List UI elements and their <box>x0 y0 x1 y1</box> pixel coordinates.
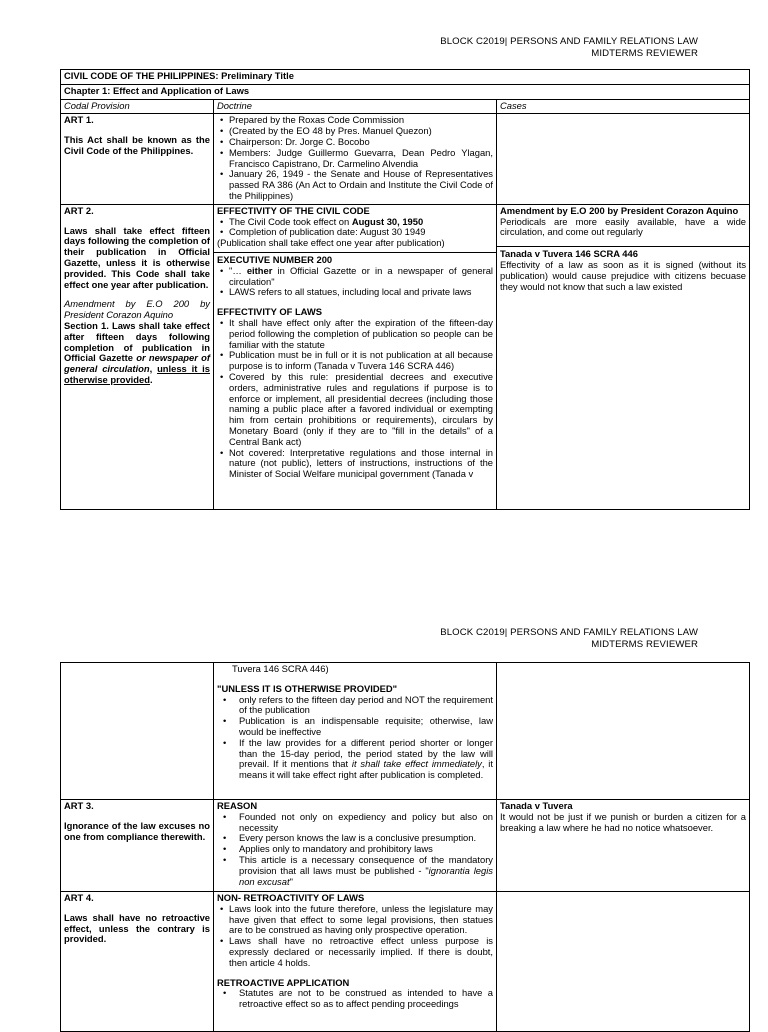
effectivity-civil-code-heading: EFFECTIVITY OF THE CIVIL CODE <box>217 204 370 216</box>
codal-continued <box>61 663 214 800</box>
chapter-title: Chapter 1: Effect and Application of Laws <box>61 84 750 99</box>
reason-b4-latin: ignorantia legis non excusat <box>239 864 493 887</box>
reason-b4-a: This article is a necessary consequence of the mandatory provision that all laws must be published - " <box>239 853 493 876</box>
unless-bullet-list <box>217 695 493 781</box>
cases-art1 <box>497 114 750 204</box>
sec1-main: Section 1. Laws shall take effect after fifteen days following completion of publication in Official Gazette <box>64 319 210 364</box>
list-item: • Laws look into the future therefore, unless the legislature may have given that effect to some legal provisions, then statues are to be construed as having only prospective operation. <box>229 904 493 936</box>
reason-bullet-list <box>217 812 493 888</box>
article-row-art1 <box>61 114 750 204</box>
sec1-comma: , <box>149 363 158 375</box>
retroactive-application-list <box>217 988 493 1010</box>
eo-b1-c: in Official Gazette or in a newspaper of general circulation" <box>229 264 493 287</box>
list-item: • Members: Judge Guillermo Guevarra, Dean Pedro Ylagan, Francisco Capistrano, Dr. Carmelino Alvendia <box>229 148 493 170</box>
art2-text: Laws shall take effect fifteen days following the completion of their publication in Official Gazette, unless it is otherwise provided. This Code shall take effect one year after publication. <box>64 224 210 290</box>
column-header-row <box>61 99 750 114</box>
art2-section1 <box>64 321 210 386</box>
list-item: • Every person knows the law is a conclusive presumption. <box>239 833 493 844</box>
column-header-codal: Codal Provision <box>61 99 214 114</box>
table-title: CIVIL CODE OF THE PHILIPPINES: Preliminary Title <box>61 70 750 85</box>
art4-heading: ART 4. <box>64 892 94 903</box>
codal-table-page-2 <box>60 662 750 1032</box>
reason-heading: REASON <box>217 800 258 811</box>
retroactive-application-heading: RETROACTIVE APPLICATION <box>217 976 350 988</box>
header-title: BLOCK C2019| PERSONS AND FAMILY RELATIONS LAW <box>440 36 698 47</box>
unless-heading: "UNLESS IT IS OTHERWISE PROVIDED" <box>217 682 398 694</box>
header-subtitle-2: MIDTERMS REVIEWER <box>591 638 698 650</box>
sec1-newspaper: or newspaper of general circulation <box>64 352 211 375</box>
continued-citation: Tuvera 146 SCRA 446) <box>232 663 329 674</box>
art3-heading: ART 3. <box>64 800 94 811</box>
case-tanada-heading: Tanada v Tuvera 146 SCRA 446 <box>500 248 638 260</box>
eo200-heading: EXECUTIVE NUMBER 200 <box>217 253 333 265</box>
doctrine-continued <box>214 663 497 800</box>
sec1-period: . <box>149 373 153 385</box>
list-item: • Completion of publication date: August 30 1949 <box>229 227 493 238</box>
doctrine-art4 <box>214 892 497 1032</box>
eff-b1-date: August 30, 1950 <box>351 215 424 227</box>
effectivity-bullet-list <box>217 217 493 239</box>
header-title-2: BLOCK C2019| PERSONS AND FAMILY RELATIONS LAW <box>440 627 698 638</box>
continuation-row <box>61 663 750 800</box>
art1-heading: ART 1. <box>64 114 94 126</box>
reason-b4-c: " <box>289 875 293 887</box>
codal-art2 <box>61 204 214 509</box>
sec1-unless: unless it is otherwise provided <box>64 363 210 385</box>
list-item: • Statutes are not to be construed as intended to have a retroactive effect so as to affect pending proceedings <box>239 988 493 1010</box>
unless-b3-c: , it means it will take effect right after publication is completed. <box>239 758 493 781</box>
article-row-art4 <box>61 892 750 1032</box>
codal-art3 <box>61 800 214 892</box>
list-item: • (Created by the EO 48 by Pres. Manuel Quezon) <box>229 126 493 137</box>
cases-art2 <box>497 204 750 509</box>
cases-art3 <box>497 800 750 892</box>
case-eo200-text: Periodicals are more easily available, have a wide circulation, and come out regularly <box>500 215 747 238</box>
article-row-art3 <box>61 800 750 892</box>
list-item <box>229 266 493 288</box>
codal-table-page-1 <box>60 69 750 510</box>
list-item: • LAWS refers to all statues, including local and private laws <box>229 287 493 298</box>
effectivity-note: (Publication shall take effect one year after publication) <box>217 237 445 249</box>
list-item: • Covered by this rule: presidential decrees and executive orders, administrative rules and regulations if purpose is to enforce or implement, all presidential decrees (including those naming a public place after a favored individual or exempting him from certain prohibitions or requirements), circulars by Monetary Board (only if they are to "fill in the details" of a Central Bank act) <box>229 372 493 448</box>
codal-art4 <box>61 892 214 1032</box>
case-tanada-v-tuvera-text: It would not be just if we punish or burden a citizen for a breaking a law where he had no notice whatsoever. <box>500 810 746 833</box>
list-item: • Publication is an indispensable requisite; otherwise, law would be ineffective <box>239 716 493 738</box>
art1-bullet-list <box>217 115 493 201</box>
title-row <box>61 70 750 85</box>
unless-b3-b: it shall take effect immediately <box>351 758 482 770</box>
list-item <box>239 855 493 887</box>
column-header-cases: Cases <box>497 99 750 114</box>
list-item: • only refers to the fifteen day period and NOT the requirement of the publication <box>239 695 493 717</box>
list-item: • Applies only to mandatory and prohibitory laws <box>239 844 493 855</box>
non-retroactivity-heading: NON- RETROACTIVITY OF LAWS <box>217 892 365 903</box>
header-subtitle: MIDTERMS REVIEWER <box>591 47 698 59</box>
list-item: • Chairperson: Dr. Jorge C. Bocobo <box>229 137 493 148</box>
page-header-2 <box>440 627 698 650</box>
art2-amendment-label: Amendment by E.O 200 by President Corazon Aquino <box>64 298 210 321</box>
page-header <box>440 36 698 59</box>
effectivity-laws-heading: EFFECTIVITY OF LAWS <box>217 306 323 318</box>
non-retroactivity-list <box>217 904 493 969</box>
chapter-row <box>61 84 750 99</box>
list-item: • Founded not only on expediency and policy but also on necessity <box>239 812 493 834</box>
list-item: • Laws shall have no retroactive effect unless purpose is expressly declared or necessarily implied. If there is doubt, then article 4 holds. <box>229 936 493 968</box>
cases-art4 <box>497 892 750 1032</box>
effectivity-laws-list <box>217 318 493 480</box>
list-item: • Publication must be in full or it is not publication at all because purpose is to inform (Tanada v Tuvera 146 SCRA 446) <box>229 350 493 372</box>
case-tanada-text: Effectivity of a law as soon as it is signed (without its publication) would cause prejudice with citizens becuase they would not know that such a law existed <box>500 258 747 292</box>
art1-text: This Act shall be known as the Civil Code of the Philippines. <box>64 134 210 156</box>
eo-b1-either: either <box>246 264 273 276</box>
case-tanada-v-tuvera-heading: Tanada v Tuvera <box>500 800 573 811</box>
list-item: • It shall have effect only after the expiration of the fifteen-day period following the completion of publication so people can be familiar with the statute <box>229 318 493 350</box>
article-row-art2 <box>61 204 750 509</box>
doctrine-art2 <box>214 204 497 509</box>
doctrine-art1 <box>214 114 497 204</box>
eo-b1-a: "… <box>229 264 247 276</box>
art2-heading: ART 2. <box>64 204 94 216</box>
eo200-bullet-list <box>217 266 493 298</box>
art4-text: Laws shall have no retroactive effect, unless the contrary is provided. <box>64 911 210 945</box>
list-item: • Prepared by the Roxas Code Commission <box>229 115 493 126</box>
list-item <box>239 738 493 781</box>
column-header-doctrine: Doctrine <box>214 99 497 114</box>
list-item: • January 26, 1949 - the Senate and House of Representatives passed RA 386 (An Act to Ordain and Institute the Civil Code of the Philippines) <box>229 169 493 201</box>
doctrine-art3 <box>214 800 497 892</box>
eff-b1-text: The Civil Code took effect on <box>229 215 352 227</box>
unless-b3-a: If the law provides for a different period shorter or longer than the 15-day period, the period stated by the law will prevail. If it mentions that <box>239 736 493 770</box>
art3-text: Ignorance of the law excuses no one from compliance therewith. <box>64 819 210 842</box>
list-item: • Not covered: Interpretative regulations and those internal in nature (not public), letters of instructions, instructions of the Minister of Social Welfare municipal government (Tanada v <box>229 448 493 480</box>
case-eo200-heading: Amendment by E.O 200 by President Corazon Aquino <box>500 204 739 216</box>
codal-art1 <box>61 114 214 204</box>
cases-continued <box>497 663 750 800</box>
